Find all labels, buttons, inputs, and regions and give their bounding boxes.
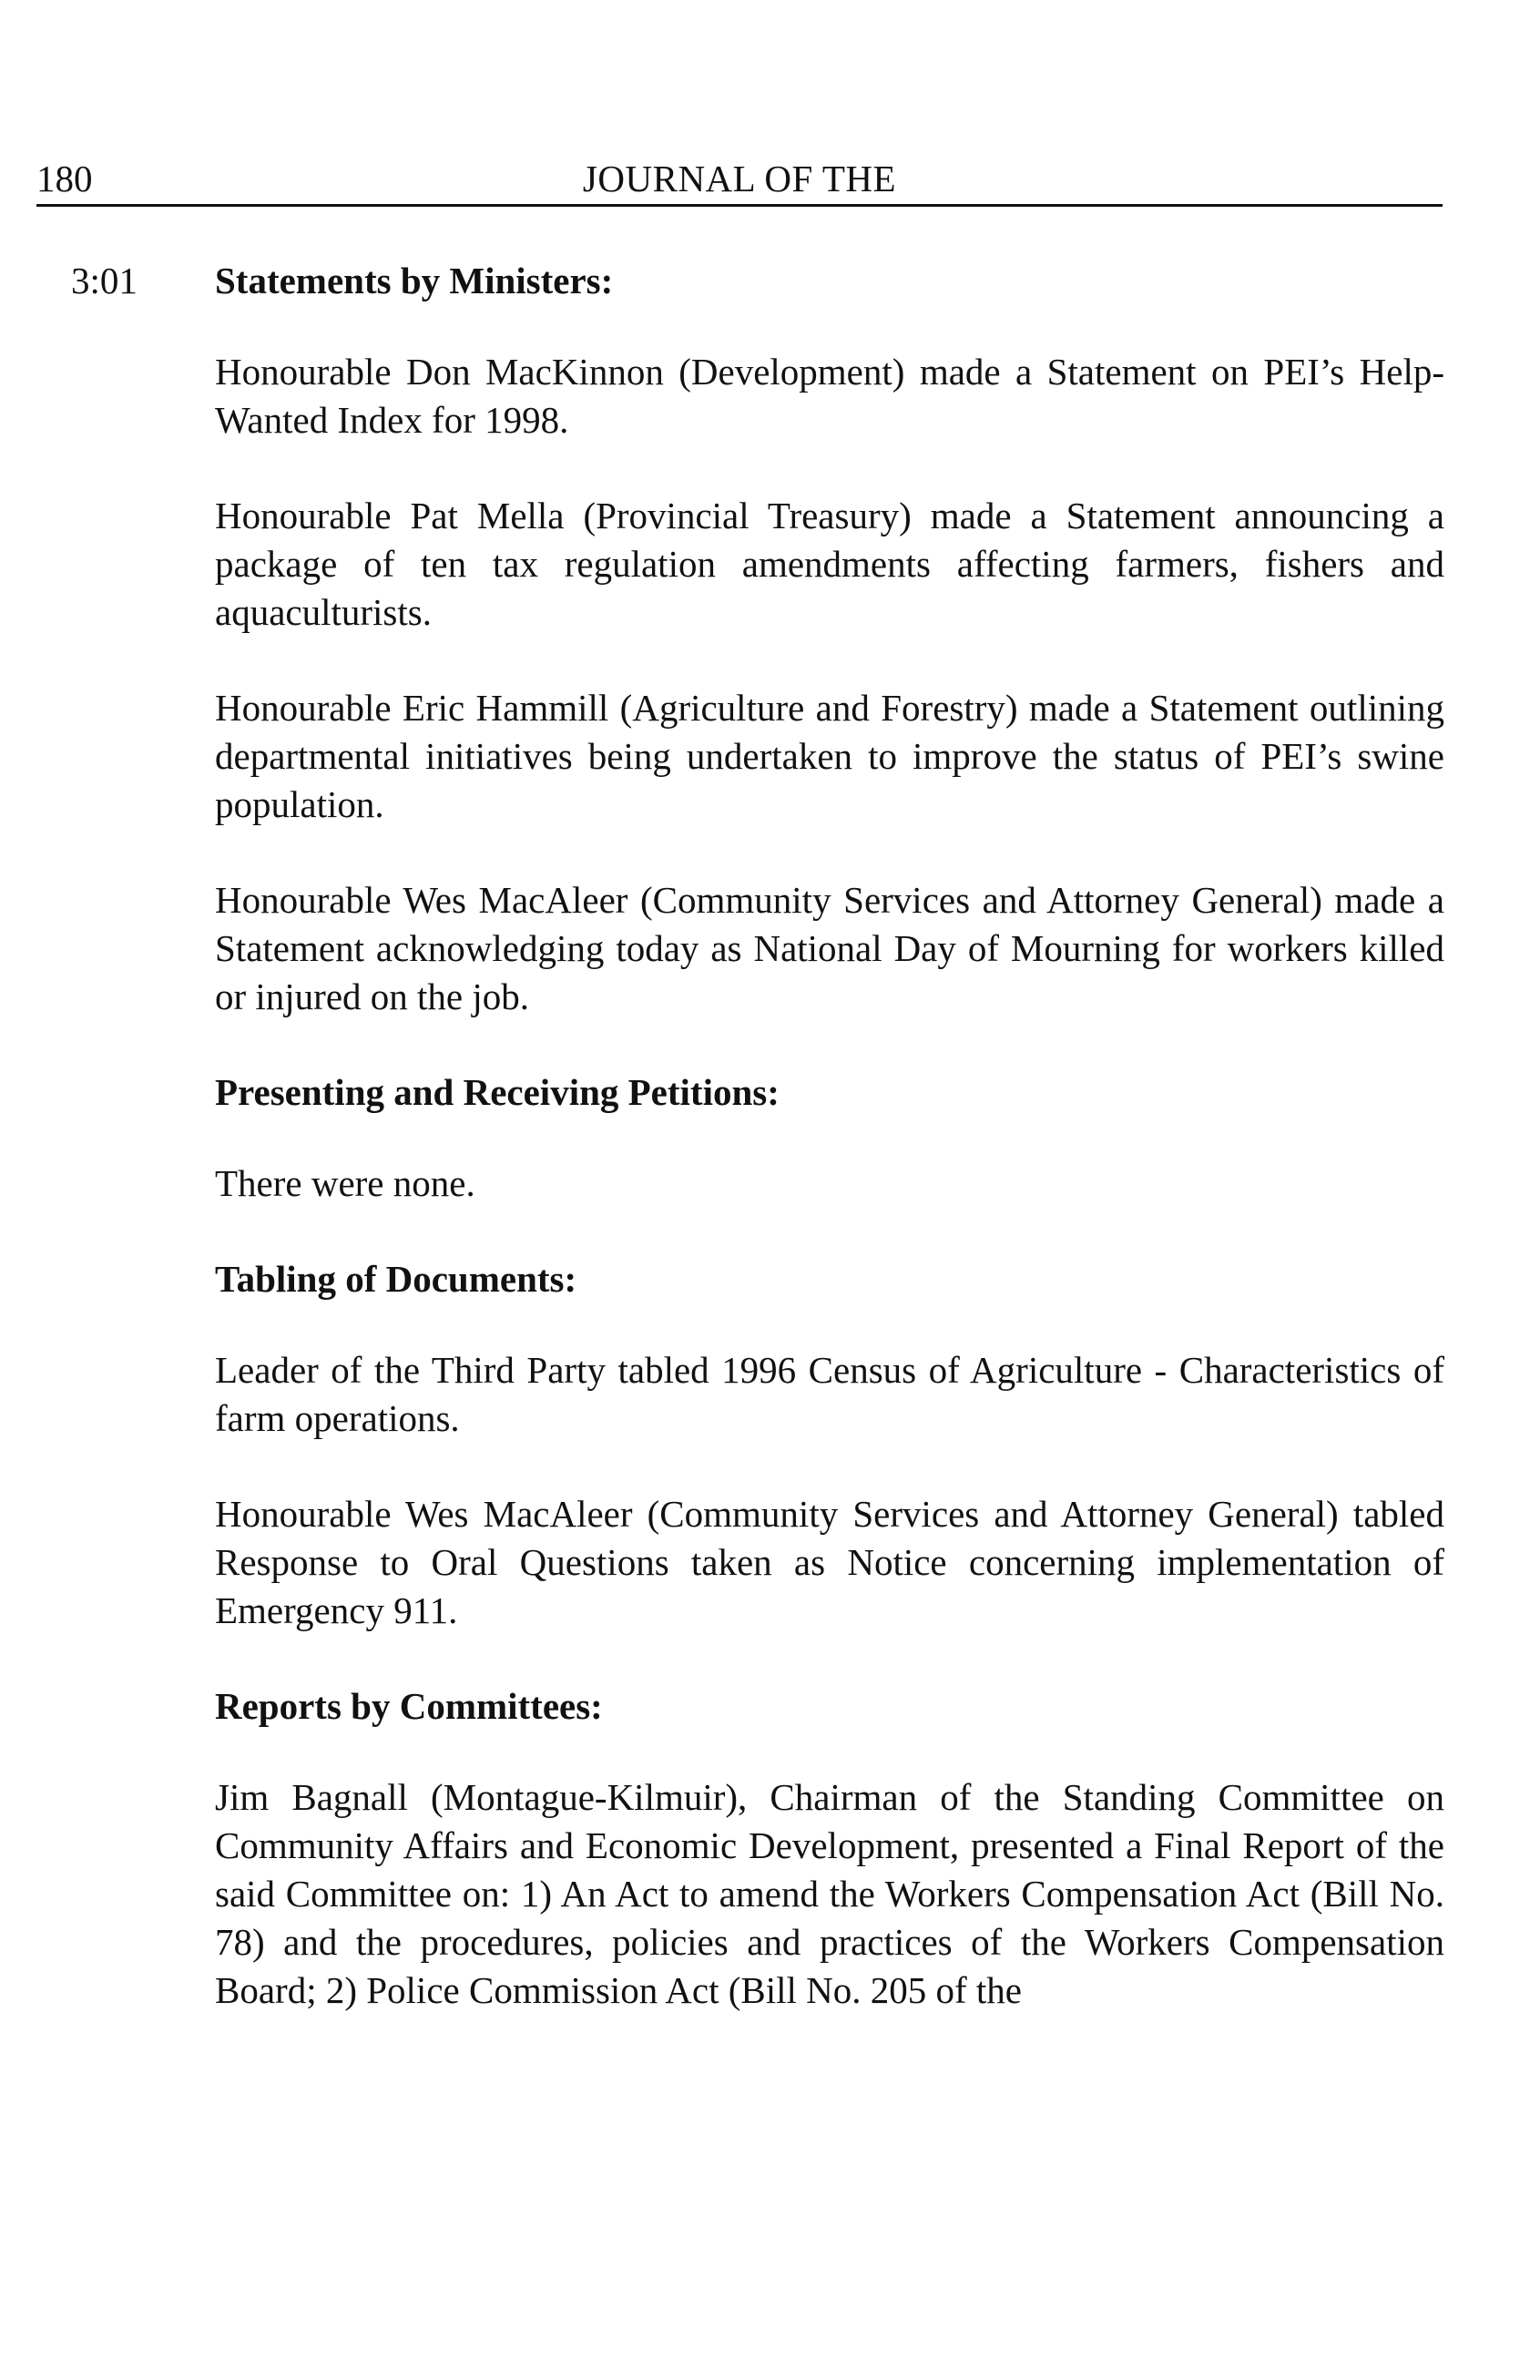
paragraph: Honourable Wes MacAleer (Community Services and Attorney General) tabled Response to Oral Questions taken as Notice concerning implementation of Emergency 911. <box>215 1493 1444 1631</box>
page-number: 180 <box>36 158 93 199</box>
paragraph: Leader of the Third Party tabled 1996 Census of Agriculture - Characteristics of farm operations. <box>215 1349 1444 1439</box>
section-reports-by-committees <box>215 1682 1444 2015</box>
section-tabling-of-documents <box>215 1255 1444 1682</box>
section-heading: Presenting and Receiving Petitions: <box>215 1071 780 1113</box>
section-heading: Reports by Committees: <box>215 1685 603 1727</box>
section-heading: Tabling of Documents: <box>215 1258 577 1300</box>
paragraph: Jim Bagnall (Montague-Kilmuir), Chairman of the Standing Committee on Community Affairs and Economic Development, presented a Final Report of the said Committee on: 1) An Act to amend the Workers Compensation Act (Bill No. 78) and the procedures, policies and practices of the Workers Compensation Board; 2) Police Commission Act (Bill No. 205 of the <box>215 1776 1444 2011</box>
paragraph: Honourable Eric Hammill (Agriculture and Forestry) made a Statement outlining departmental initiatives being undertaken to improve the status of PEI’s swine population. <box>215 687 1444 825</box>
section-heading: Statements by Ministers: <box>215 260 614 301</box>
paragraph: Honourable Pat Mella (Provincial Treasury) made a Statement announcing a package of ten tax regulation amendments affecting farmers, fishers and aquaculturists. <box>215 495 1444 633</box>
time-stamp: 3:01 <box>71 260 138 301</box>
section-presenting-petitions <box>215 1068 1444 1255</box>
paragraph: Honourable Don MacKinnon (Development) made a Statement on PEI’s Help-Wanted Index for 1998. <box>215 351 1444 441</box>
paragraph: There were none. <box>215 1162 475 1204</box>
journal-content <box>215 257 1444 2015</box>
running-head: JOURNAL OF THE <box>582 158 897 199</box>
section-statements-by-ministers <box>215 257 1444 1068</box>
page-header <box>36 155 1443 207</box>
paragraph: Honourable Wes MacAleer (Community Services and Attorney General) made a Statement acknowledging today as National Day of Mourning for workers killed or injured on the job. <box>215 879 1444 1017</box>
